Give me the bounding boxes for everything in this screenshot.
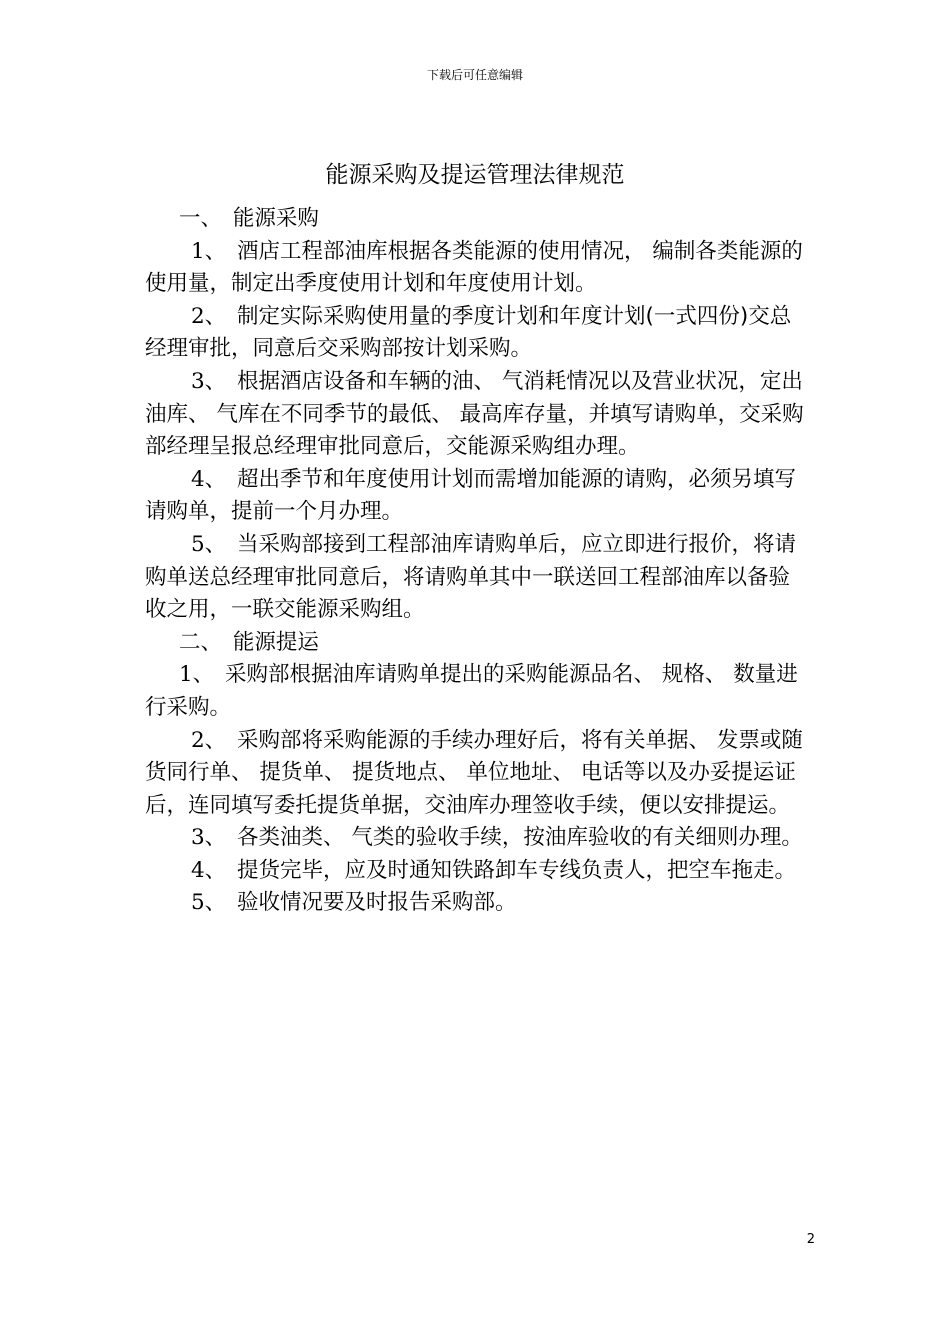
item-number: 1、 (179, 662, 215, 688)
item-text: 制定实际采购使用量的季度计划和年度计划(一式四份)交总经理审批，同意后交采购部按计划采购。 (145, 303, 792, 362)
item-number: 3、 (191, 825, 227, 851)
item-number: 5、 (191, 531, 227, 557)
section-title: 能源提运 (232, 629, 319, 655)
section-title: 能源采购 (232, 206, 319, 231)
item-number: 5、 (191, 890, 227, 916)
list-item (145, 464, 807, 529)
list-item (145, 301, 807, 366)
list-item (145, 725, 807, 823)
item-text: 超出季节和年度使用计划而需增加能源的请购，必须另填写请购单，提前一个月办理。 (145, 466, 797, 525)
item-number: 3、 (191, 368, 227, 394)
item-text: 提货完毕，应及时通知铁路卸车专线负责人，把空车拖走。 (237, 857, 797, 883)
list-item (145, 822, 807, 855)
page-number: 2 (806, 1232, 815, 1247)
item-text: 验收情况要及时报告采购部。 (237, 890, 517, 916)
section-heading (145, 627, 807, 660)
item-text: 当采购部接到工程部油库请购单后，应立即进行报价，将请购单送总经理审批同意后，将请购单其中一联送回工程部油库以备验收之用，一联交能源采购组。 (145, 531, 797, 623)
list-item (145, 529, 807, 627)
list-item (145, 236, 807, 301)
list-item (145, 887, 807, 920)
item-text: 采购部将采购能源的手续办理好后，将有关单据、 发票或随货同行单、 提货单、 提货地点、 单位地址、 电话等以及办妥提运证后，连同填写委托提货单据，交油库办理签收手续，便以安排提运。 (145, 727, 803, 818)
header-note: 下载后可任意编辑 (426, 68, 523, 82)
section-number: 二、 (179, 629, 223, 655)
document-title: 能源采购及提运管理法律规范 (325, 162, 625, 188)
item-number: 4、 (191, 466, 227, 492)
section-number: 一、 (179, 206, 223, 231)
list-item (145, 659, 807, 724)
item-text: 各类油类、 气类的验收手续，按油库验收的有关细则办理。 (237, 825, 803, 851)
section-heading (145, 203, 807, 236)
item-number: 2、 (191, 303, 227, 329)
item-number: 2、 (191, 727, 227, 753)
item-text: 采购部根据油库请购单提出的采购能源品名、 规格、 数量进行采购。 (145, 662, 798, 720)
item-number: 4、 (191, 857, 227, 883)
item-text: 根据酒店设备和车辆的油、 气消耗情况以及营业状况，定出油库、 气库在不同季节的最低、 最高库存量，并填写请购单，交采购部经理呈报总经理审批同意后，交能源采购组办理。 (145, 368, 804, 460)
item-text: 酒店工程部油库根据各类能源的使用情况， 编制各类能源的使用量，制定出季度使用计划和年度使用计划。 (145, 238, 803, 297)
document-body (145, 203, 807, 920)
list-item (145, 855, 807, 888)
item-number: 1、 (191, 238, 227, 264)
list-item (145, 366, 807, 464)
